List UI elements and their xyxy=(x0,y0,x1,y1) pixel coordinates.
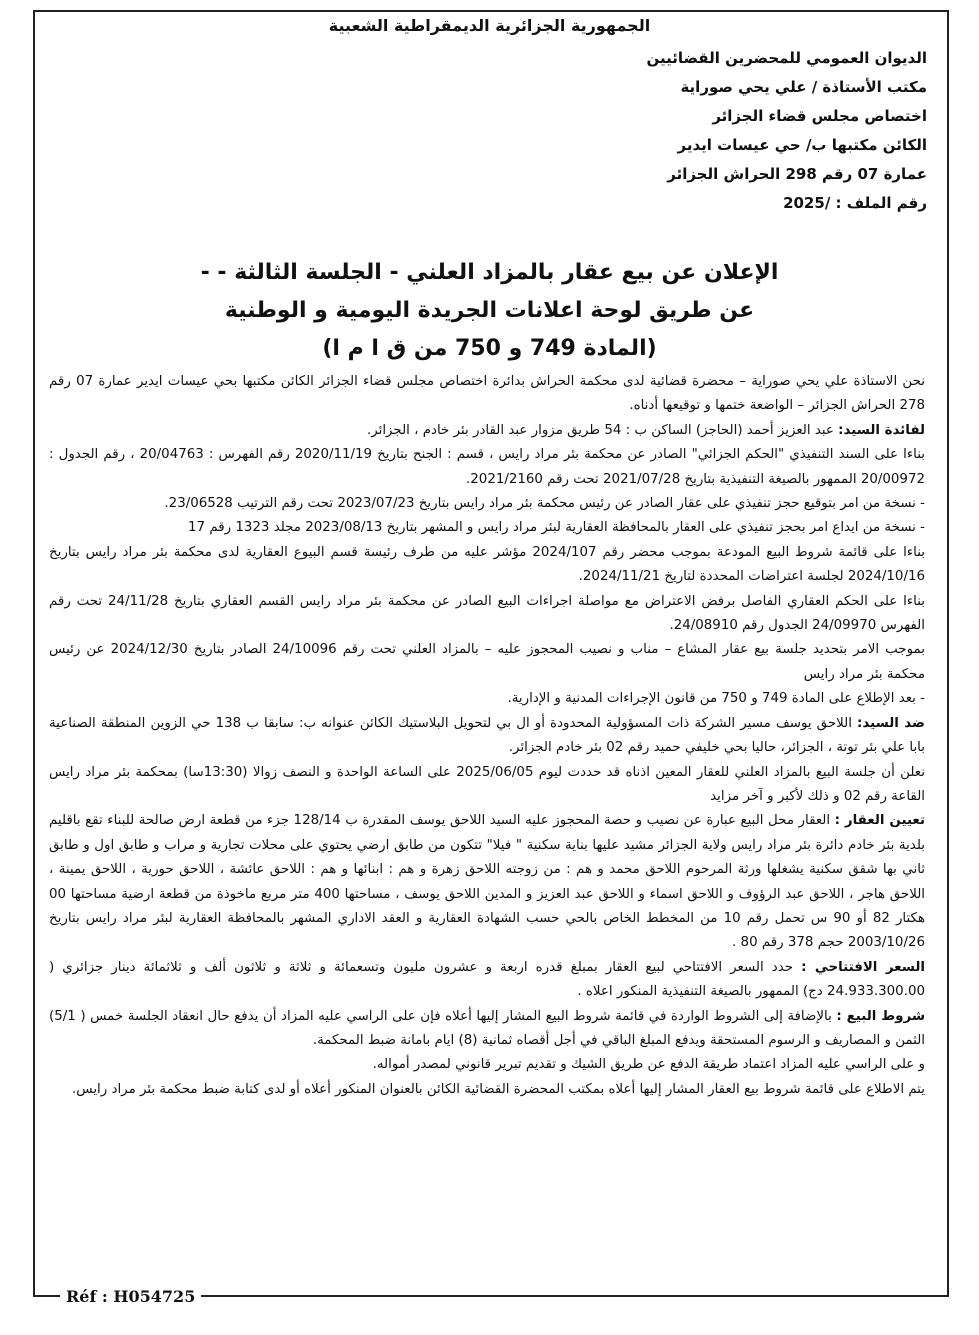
notice-paragraph xyxy=(49,541,925,590)
notice-paragraph xyxy=(49,443,925,492)
paragraph-text: - نسخة من امر بتوقيع حجز تنفيذي على عقار الصادر عن رئيس محكمة بئر مراد رايس بتاريخ 2023/07/23 تحت رقم الترتيب 23/06528. xyxy=(164,496,925,512)
file-number: رقم الملف : /2025 xyxy=(783,194,927,212)
paragraph-text: - بعد الإطلاع على المادة 749 و 750 من قانون الإجراءات المدنية و الإدارية. xyxy=(507,691,925,707)
paragraph-label: السعر الافتتاحي : xyxy=(801,959,925,975)
paragraph-text: نعلن أن جلسة البيع بالمزاد العلني للعقار المعين اذناه قد حددت ليوم 2025/06/05 على الساعة الواحدة و النصف زوالا (13:30سا) بمحكمة بئر مراد رايس القاعة رقم 02 و ذلك لأكبر و آخر مزايد xyxy=(49,764,925,804)
paragraph-text: حدد السعر الافتتاحي لبيع العقار بمبلغ قدره اربعة و عشرون مليون وتسعمائة و ثلاثة و ثلاثون ألف و ثلاثمائة دينار جزائري ( 24.933.300.00 دج) الممهور بالصيغة التنفيذية المنكور اعلاه . xyxy=(49,959,925,1000)
paragraph-text: اللاحق يوسف مسير الشركة ذات المسؤولية المحدودة أو ال بي لتحويل البلاستيك الكائن عنوانه ب: سابقا ب 138 حي الزوين المنطقة الصناعية بابا علي بئر توتة ، الجزائر، حاليا بحي خليفي حميد رقم 02 بئر خادم الجزائر. xyxy=(49,715,925,756)
notice-paragraph xyxy=(49,1053,925,1077)
header-line: الديوان العمومي للمحضرين القضائيين xyxy=(646,49,927,67)
notice-paragraph xyxy=(49,761,925,810)
notice-paragraph xyxy=(49,687,925,711)
paragraph-text: يتم الاطلاع على قائمة شروط بيع العقار المشار إليها أعلاه بمكتب المحضرة القضائية الكائن بالعنوان المنكور أعلاه أو لدى كتابة ضبط محكمة بئر مراد رايس. xyxy=(72,1081,925,1097)
paragraph-label: تعيين العقار : xyxy=(834,813,925,829)
header-line: مكتب الأستاذة / علي يحي صوراية xyxy=(680,78,927,96)
paragraph-text: العقار محل البيع عبارة عن نصيب و حصة المحجوز عليه السيد اللاحق يوسف المقدرة ب 128/14 جزء من قطعة ارض صالحة للبناء تقع باقليم بلدية بئر خادم دائرة بئر مراد رايس ولاية الجزائر مشيد عليها بناية سكنية " فيلا" تتكون من طابق ارضي يحتوي على محلات تجارية و مراب و طابق اول و طابق ثاني بها شقق سكنية يشغلها ورثة المرحوم اللاحق محمد و هم : من زوجته اللاحق زهرة و هم : ابنائها و هم : اللاحق عائشة ، اللاحق حورية ، اللاحق يمينة ، اللاحق هاجر ، اللاحق عبد الرؤوف و اللاحق اسماء و اللاحق عبد العزيز و المدين اللاحق يوسف ، مساحتها 400 متر مربع ماخوذة من قطعة ارضية مساحتها 00 هكتار 82 أو 90 س تحمل رقم 10 من المخطط الخاص بالحي حسب الشهادة العقارية و العقد الاداري المشهر بالمحافظة العقارية لبئر مراد رايس بتاريخ 2003/10/26 حجم 378 رقم 80 . xyxy=(49,813,925,951)
notice-paragraph xyxy=(49,956,925,1005)
paragraph-label: ضد السيد: xyxy=(857,715,925,731)
notice-title xyxy=(50,254,929,368)
reference-code: Réf : H054725 xyxy=(60,1287,201,1306)
paragraph-text: - نسخة من ايداع امر بحجز تنفيذي على العقار بالمحافظة العقارية لبئر مراد رايس و المشهر بتاريخ 2023/08/13 مجلد 1323 رقم 17 xyxy=(188,520,925,536)
title-line: الإعلان عن بيع عقار بالمزاد العلني - الجلسة الثالثة - - xyxy=(200,260,779,285)
notice-paragraph xyxy=(49,370,925,419)
header-line: عمارة 07 رقم 298 الحراش الجزائر xyxy=(667,165,927,183)
notice-paragraph xyxy=(49,809,925,955)
paragraph-text: عبد العزيز أحمد (الحاجز) الساكن ب : 54 طريق مزوار عبد القادر بئر خادم ، الجزائر. xyxy=(366,422,839,438)
republic-heading: الجمهورية الجزائرية الديمقراطية الشعبية xyxy=(328,16,651,35)
notice-paragraph xyxy=(49,1005,925,1054)
notice-paragraph xyxy=(49,590,925,639)
notice-body xyxy=(49,370,925,1102)
paragraph-text: بموجب الامر بتحديد جلسة بيع عقار المشاع – مناب و نصيب المحجوز عليه – بالمزاد العلني تحت رقم 24/10096 الصادر بتاريخ 2024/12/30 عن رئيس محكمة بئر مراد رايس xyxy=(49,642,925,682)
notice-paragraph xyxy=(49,638,925,687)
header-line: الكائن مكتبها ب/ حي عيسات ايدير xyxy=(677,136,927,154)
paragraph-label: لفائدة السيد: xyxy=(838,422,925,438)
paragraph-text: نحن الاستاذة علي يحي صوراية – محضرة قضائية لدى محكمة الحراش بدائرة اختصاص مجلس قضاء الجزائر الكائن مكتبها بحي عيسات ايدير عمارة 07 رقم 278 الحراش الجزائر – الواضعة ختمها و توقيعها أدناه. xyxy=(49,374,925,414)
title-line: (المادة 749 و 750 من ق ا م ا) xyxy=(322,336,657,361)
notice-paragraph xyxy=(49,516,925,540)
office-header xyxy=(527,44,927,218)
notice-paragraph xyxy=(49,1078,925,1102)
paragraph-text: بالإضافة إلى الشروط الواردة في قائمة شروط البيع المشار إليها أعلاه فإن على الراسي عليه المزاد أن يدفع حال انعقاد الجلسة خمس ( 5/1) الثمن و المصاريف و الرسوم المستحقة ويدفع المبلغ الباقي في أجل أقصاه ثمانية (8) ايام بامانة ضبط المحكمة. xyxy=(49,1008,925,1048)
title-line: عن طريق لوحة اعلانات الجريدة اليومية و الوطنية xyxy=(224,298,755,323)
paragraph-text: بناءا على السند التنفيذي "الحكم الجزائي" الصادر عن محكمة بئر مراد رايس ، قسم : الجنح بتاريخ 2020/11/19 رقم الفهرس : 20/04763 ، رقم الجدول : 20/00972 الممهور بالصيغة التنفيذية بتاريخ 2021/07/28 تحت رقم 2021/2160. xyxy=(49,447,925,487)
notice-paragraph xyxy=(49,492,925,516)
notice-paragraph xyxy=(49,419,925,443)
notice-paragraph xyxy=(49,712,925,761)
header-line: اختصاص مجلس قضاء الجزائر xyxy=(712,107,927,125)
paragraph-text: بناءا على قائمة شروط البيع المودعة بموجب محضر رقم 2024/107 مؤشر عليه من طرف رئيسة قسم البيوع العقارية لدى محكمة بئر مراد رايس بتاريخ 2024/10/16 لجلسة اعتراضات المحددة لتاريخ 2024/11/21. xyxy=(49,544,925,585)
paragraph-text: و على الراسي عليه المزاد اعتماد طريقة الدفع عن طريق الشيك و تقديم تبرير قانوني لمصدر أمواله. xyxy=(372,1057,925,1073)
paragraph-text: بناءا على الحكم العقاري الفاصل برفض الاعتراض مع مواصلة اجراءات البيع الصادر عن محكمة بئر مراد رايس القسم العقاري بتاريخ 24/11/28 تحت رقم الفهرس 24/09970 الجدول رقم 24/08910. xyxy=(49,593,926,634)
paragraph-label: شروط البيع : xyxy=(836,1008,926,1024)
